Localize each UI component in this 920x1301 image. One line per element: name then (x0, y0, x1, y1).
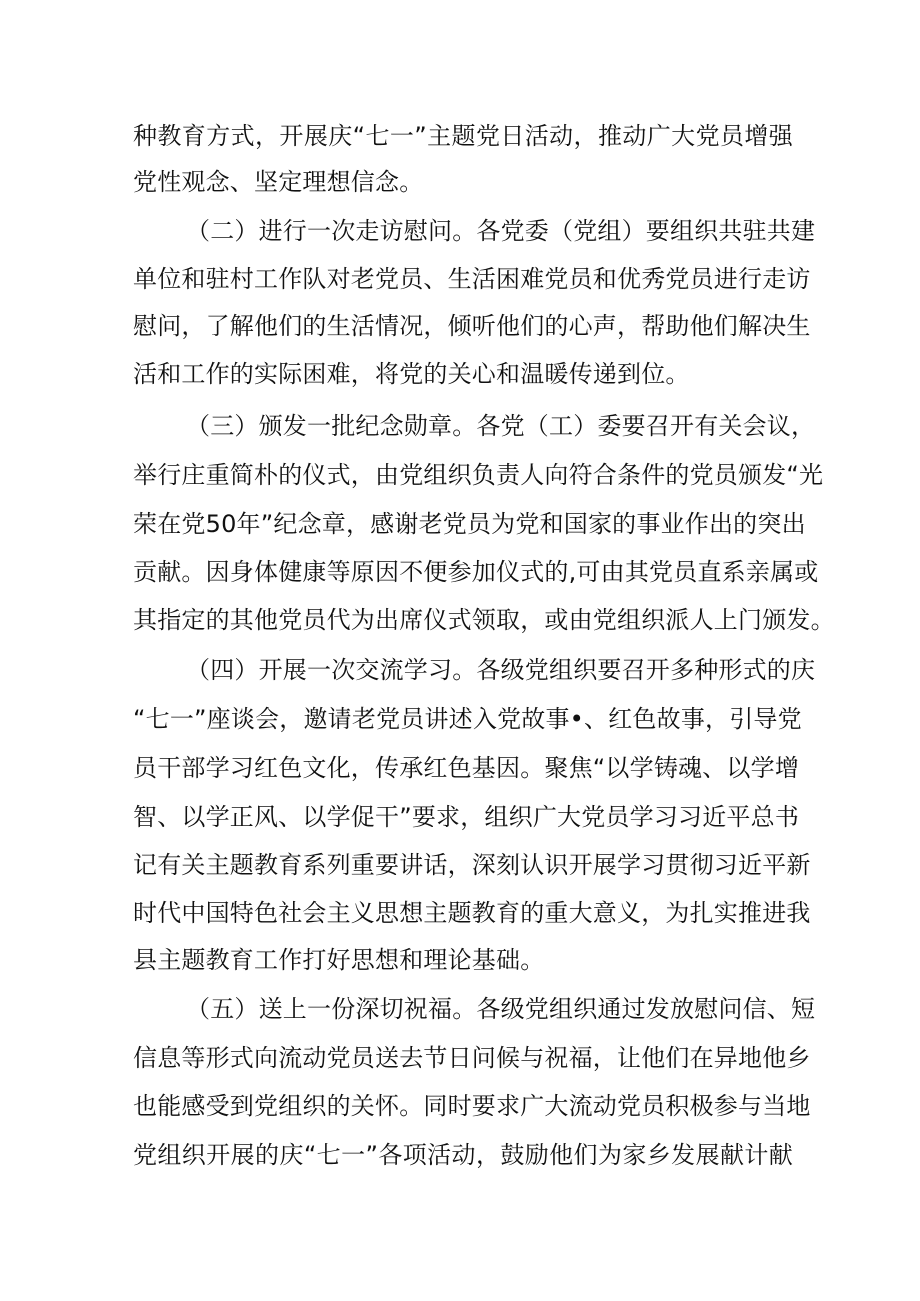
text-line: 记有关主题教育系列重要讲话，深刻认识开展学习贯彻习近平新 (133, 851, 811, 879)
text-line: 时代中国特色社会主义思想主题教育的重大意义，为扎实推进我 (133, 899, 811, 927)
text-line: 员干部学习红色文化，传承红色基因。聚焦“以学铸魂、以学增 (133, 754, 800, 782)
section-heading-line: （四）开展一次交流学习。各级党组织要召开多种形式的庆 (186, 656, 816, 684)
text-line: 县主题教育工作打好思想和理论基础。 (133, 946, 545, 974)
text-line: 也能感受到党组织的关怀。同时要求广大流动党员积极参与当地 (133, 1092, 811, 1120)
text-line: 种教育方式，开展庆“七一”主题党日活动，推动广大党员增强 (133, 122, 793, 150)
section-heading-line: （三）颁发一批纪念勋章。各党（工）委要召开有关会议， (186, 412, 816, 440)
text-line: 贡献。因身体健康等原因不便参加仪式的,可由其党员直系亲属或 (133, 558, 819, 586)
text-line: 其指定的其他党员代为出席仪式领取，或由党组织派人上门颁发。 (133, 606, 835, 634)
text-line: 信息等形式向流动党员送去节日问候与祝福，让他们在异地他乡 (133, 1044, 811, 1072)
text-line: 举行庄重简朴的仪式，由党组织负责人向符合条件的党员颁发“光 (133, 461, 824, 489)
text-line: 党组织开展的庆“七一”各项活动，鼓励他们为家乡发展献计献 (133, 1141, 793, 1169)
section-heading-line: （五）送上一份深切祝福。各级党组织通过发放慰问信、短 (186, 995, 816, 1023)
text-line: 智、以学正风、以学促干”要求，组织广大党员学习习近平总书 (133, 803, 800, 831)
text-line: “七一”座谈会，邀请老党员讲述入党故事•、红色故事，引导党 (133, 705, 802, 733)
text-line: 慰问，了解他们的生活情况，倾听他们的心声，帮助他们解决生 (133, 312, 811, 340)
text-line: 荣在党50年”纪念章，感谢老党员为党和国家的事业作出的突出 (133, 510, 806, 538)
section-heading-line: （二）进行一次走访慰问。各党委（党组）要组织共驻共建 (186, 217, 816, 245)
text-line: 单位和驻村工作队对老党员、生活困难党员和优秀党员进行走访 (133, 265, 811, 293)
text-line: 党性观念、坚定理想信念。 (133, 168, 424, 196)
text-line: 活和工作的实际困难，将党的关心和温暖传递到位。 (133, 360, 690, 388)
